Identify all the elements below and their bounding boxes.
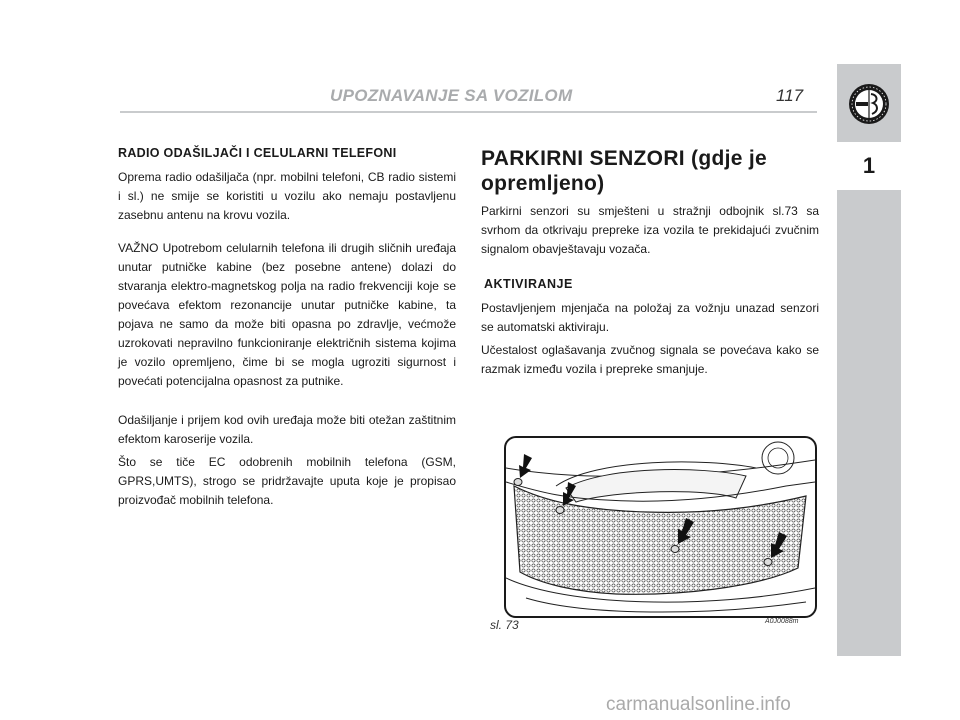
alfa-romeo-logo-icon — [848, 83, 890, 125]
left-column — [118, 146, 456, 524]
paragraph: Učestalost oglašavanja zvučnog signala se povećava kako se razmak između vozila i prepreke smanjuje. — [481, 343, 819, 376]
paragraph-intro: Parkirni senzori su smješteni u stražnji odbojnik sl.73 sa svrhom da otkrivaju prepreke iza vozila te prekidajući zvučnim signalom obavještavaju vozača. — [481, 204, 819, 256]
arrow-icon — [519, 454, 532, 478]
sensor-2 — [556, 507, 564, 514]
sensor-3 — [671, 546, 679, 553]
section-heading-radio: RADIO ODAŠILJAČI I CELULARNI TELEFONI — [118, 146, 397, 160]
sensor-4 — [764, 559, 772, 566]
paragraph: Što se tiče EC odobrenih mobilnih telefona (GSM, GPRS,UMTS), strogo se pridržavajte uputa koje je propisao proizvođač mobilnih telefona. — [118, 455, 456, 507]
bumper-illustration — [506, 438, 815, 616]
watermark: carmanualsonline.info — [606, 694, 791, 715]
header-divider — [120, 111, 817, 113]
section-heading-parking-sensors: PARKIRNI SENZORI (gdje je opremljeno) — [481, 147, 767, 195]
paragraph-important: VAŽNO Upotrebom celularnih telefona ili drugih sličnih uređaja unutar putničke kabine (bez posebne antene) dolazi do stvaranja elektro-magnetskog polja na radio frekvenciji koje se povećava efektom rezonancije unutar putničke kabine, ta pojava ne samo da može biti opasna po zdravlje, većmože uzrokovati nepravilno funkcioniranje električnih sistema kojima je vozilo opremljeno, čime bi se mogla ugroziti sigurnost i povećati potencijalna opasnost za putnike. — [118, 241, 456, 388]
subheading-activation: AKTIVIRANJE — [484, 277, 573, 291]
sensor-1 — [514, 479, 522, 486]
paragraph: Odašiljanje i prijem kod ovih uređaja može biti otežan zaštitnim efektom karoserije vozila. — [118, 413, 456, 446]
parking-sensor-figure — [504, 436, 817, 618]
page-header-title: UPOZNAVANJE SA VOZILOM — [330, 86, 573, 105]
figure-code: A0J0088m — [765, 618, 799, 625]
page-number: 117 — [776, 86, 804, 105]
paragraph: Postavljenjem mjenjača na položaj za vožnju unazad senzori se automatski aktiviraju. — [481, 301, 819, 334]
chapter-number: 1 — [837, 142, 901, 190]
figure-caption: sl. 73 — [490, 618, 519, 632]
right-column — [481, 146, 819, 393]
paragraph: Oprema radio odašiljača (npr. mobilni telefoni, CB radio sistemi i sl.) ne smije se koristiti u vozilu ako nemaju postavljenu zasebnu antenu na krovu vozila. — [118, 170, 456, 222]
